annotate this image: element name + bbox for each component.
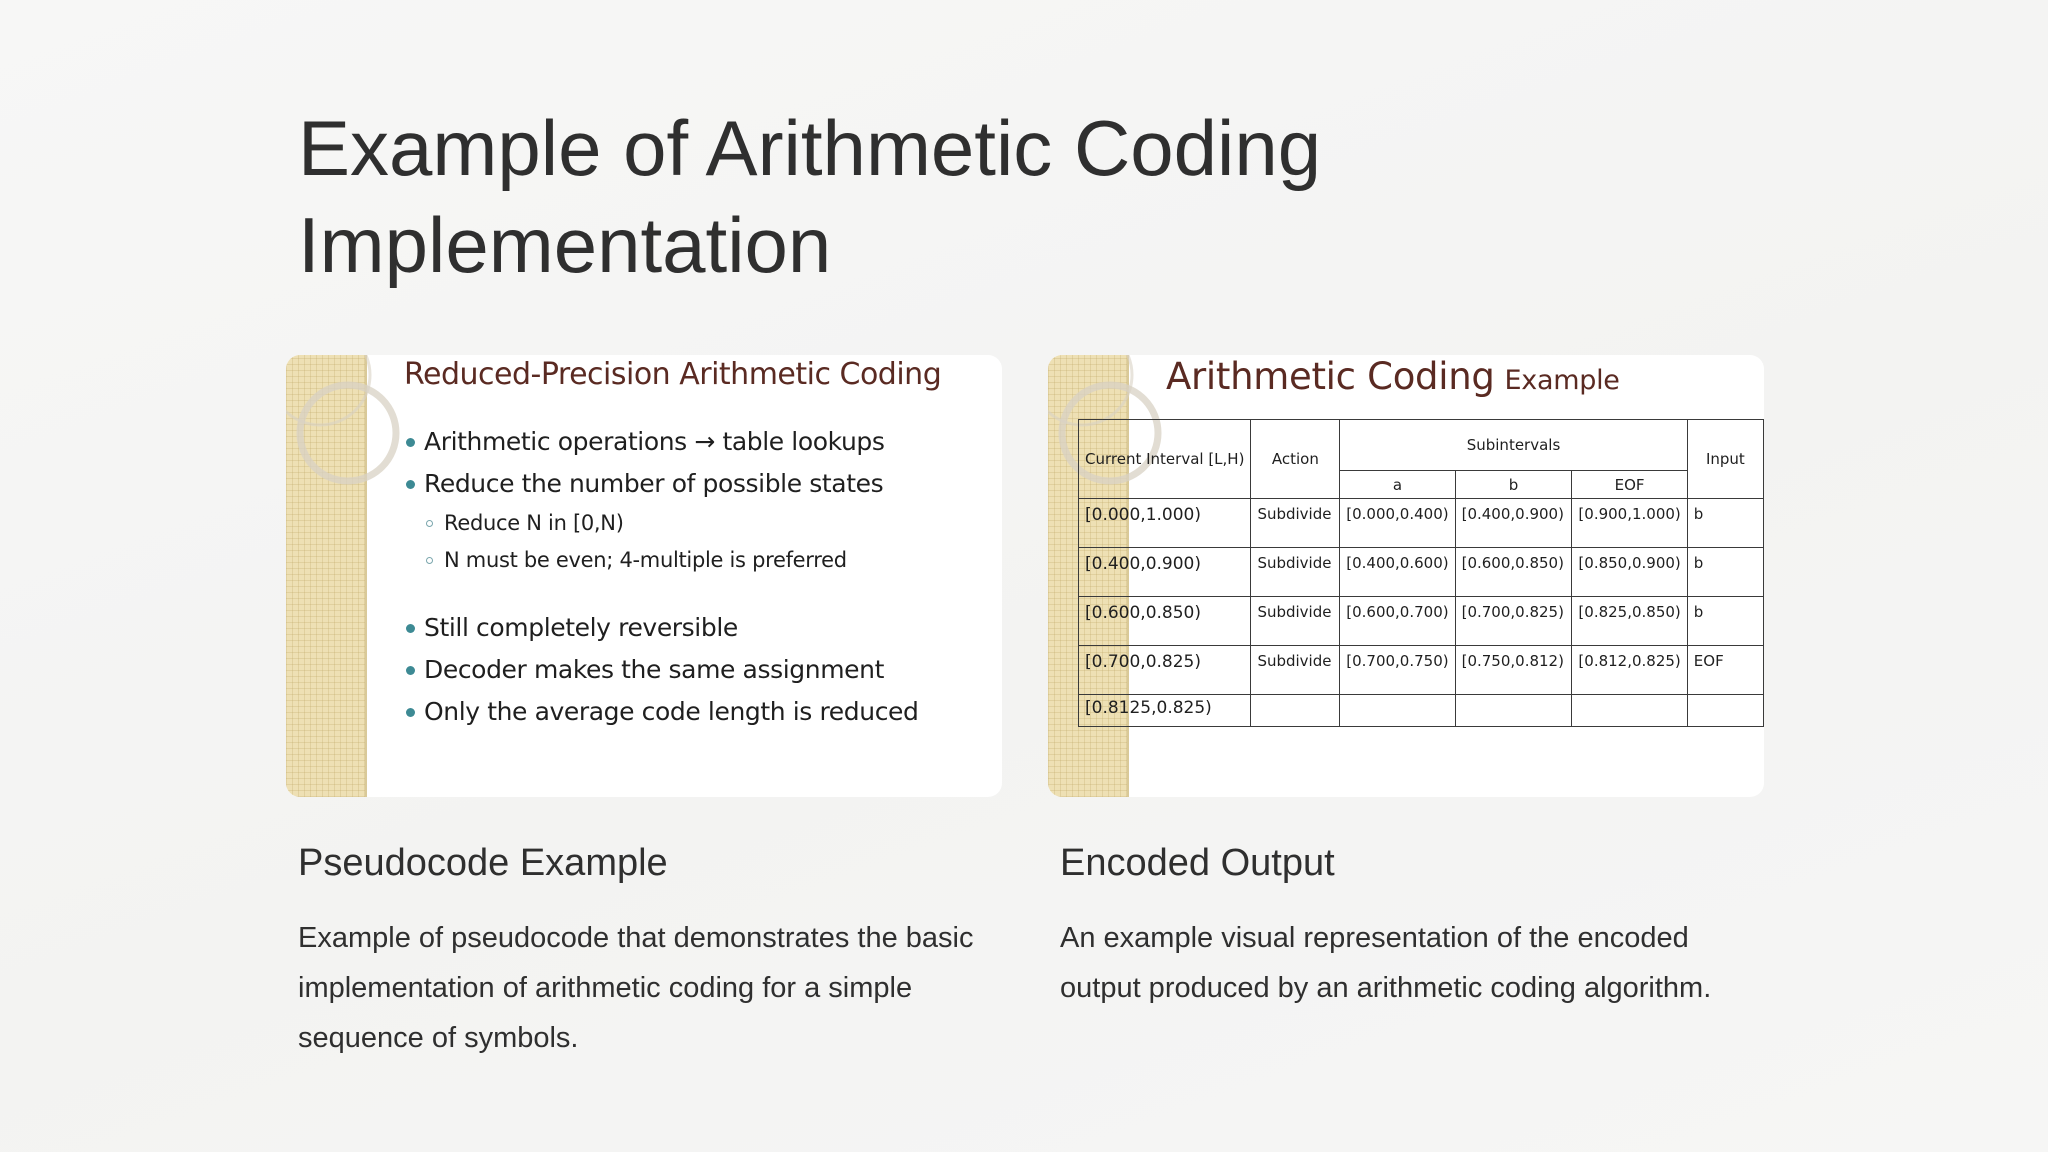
arithmetic-coding-example-image (1048, 355, 1764, 797)
bullet-dot-icon (406, 438, 415, 447)
bullet-dot-icon (406, 708, 415, 717)
bullet-item: Only the average code length is reduced (404, 691, 984, 733)
sub-bullet-ring-icon (426, 557, 433, 564)
bullet-spacer (404, 579, 984, 607)
header-input: Input (1687, 420, 1763, 499)
encoded-output-caption-title: Encoded Output (1060, 842, 1335, 884)
image-slide-subtitle: Example (1504, 365, 1620, 396)
sub-bullet-ring-icon (426, 520, 433, 527)
bullet-item: Arithmetic operations → table lookups (404, 421, 984, 463)
table-row: [0.8125,0.825) (1079, 695, 1764, 727)
bullet-item: Decoder makes the same assignment (404, 649, 984, 691)
slide-title: Example of Arithmetic Coding Implementation (298, 104, 1322, 289)
table-row: [0.400,0.900) Subdivide [0.400,0.600) [0.600,0.850) [0.850,0.900) b (1079, 548, 1764, 597)
header-current-interval: Current Interval [L,H) (1079, 420, 1251, 499)
header-action: Action (1251, 420, 1340, 499)
bullet-item: Still completely reversible (404, 607, 984, 649)
header-sub-eof: EOF (1572, 471, 1687, 499)
bullet-dot-icon (406, 480, 415, 489)
header-subintervals: Subintervals (1340, 420, 1688, 471)
table-row: [0.000,1.000) Subdivide [0.000,0.400) [0.400,0.900) [0.900,1.000) b (1079, 499, 1764, 548)
bullet-item: Reduce the number of possible states (404, 463, 984, 505)
interval-table (1078, 419, 1764, 727)
decorative-rings-icon (286, 355, 406, 515)
table-row: [0.600,0.850) Subdivide [0.600,0.700) [0.700,0.825) [0.825,0.850) b (1079, 597, 1764, 646)
image-slide-title: Arithmetic Coding Example (1166, 355, 1620, 398)
reduced-precision-slide-image (286, 355, 1002, 797)
bullet-dot-icon (406, 624, 415, 633)
pseudocode-caption-text: Example of pseudocode that demonstrates the basic implementation of arithmetic coding for a simple sequence of symbols. (298, 922, 974, 1054)
encoded-output-caption-text: An example visual representation of the encoded output produced by an arithmetic coding algorithm. (1060, 922, 1712, 1004)
bullet-dot-icon (406, 666, 415, 675)
image-slide-title: Reduced-Precision Arithmetic Coding (404, 357, 942, 392)
header-sub-a: a (1340, 471, 1455, 499)
sub-bullet-item: N must be even; 4-multiple is preferred (404, 542, 984, 579)
bullet-list (404, 421, 984, 733)
pseudocode-caption-title: Pseudocode Example (298, 842, 668, 884)
table-row: [0.700,0.825) Subdivide [0.700,0.750) [0.750,0.812) [0.812,0.825) EOF (1079, 646, 1764, 695)
sub-bullet-item: Reduce N in [0,N) (404, 505, 984, 542)
header-sub-b: b (1455, 471, 1572, 499)
